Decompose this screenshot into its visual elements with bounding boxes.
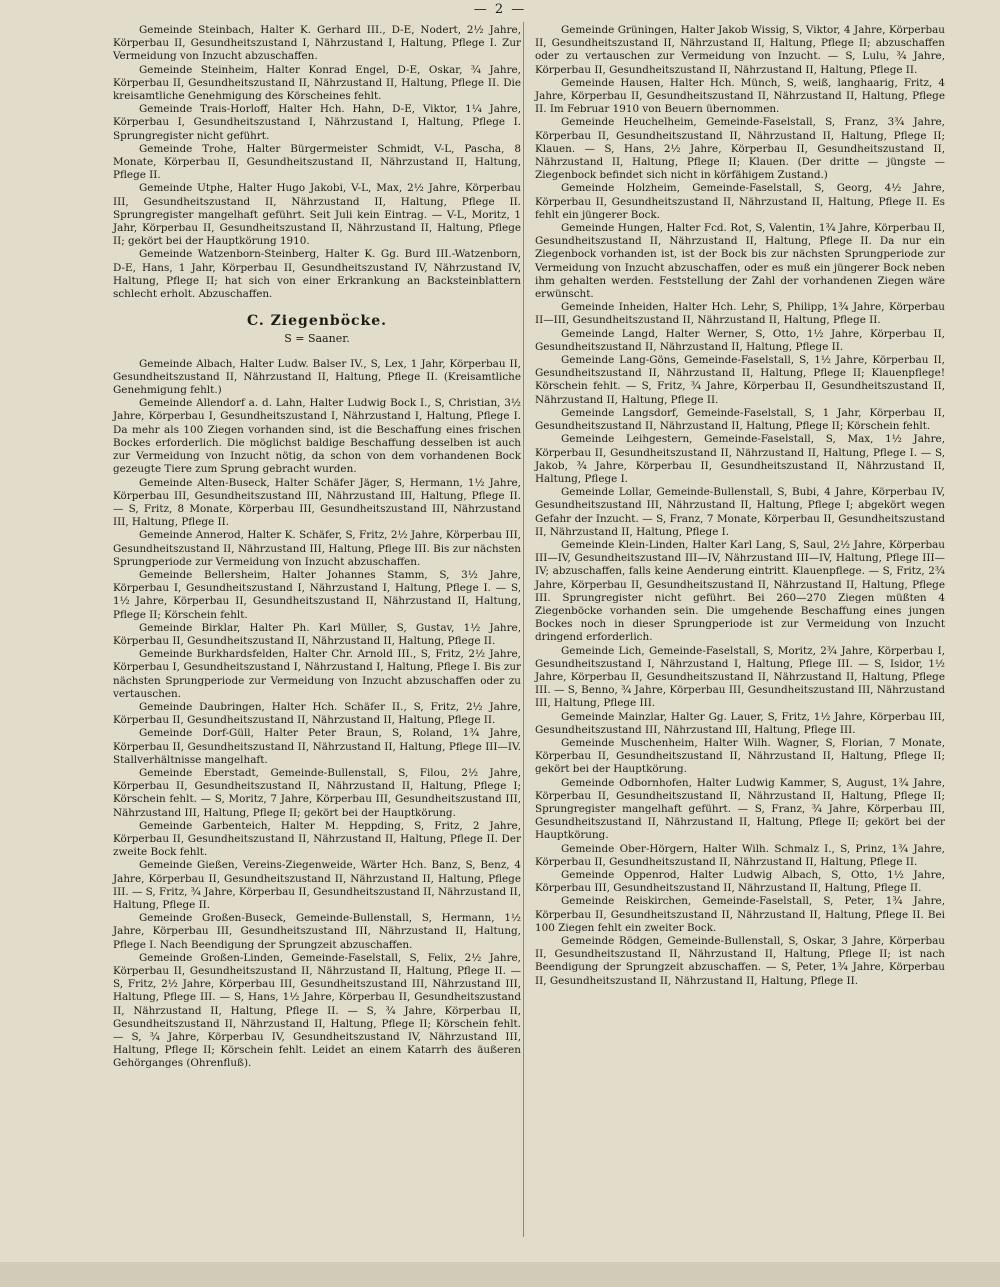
entry-paragraph: Gemeinde Oppenrod, Halter Ludwig Albach, S, Otto, 1½ Jahre, Körperbau III, Gesundheitszustand II, Nährzustand II, Haltung, Pflege II. bbox=[535, 869, 945, 895]
left-entries-block bbox=[113, 24, 521, 301]
entry-paragraph: Gemeinde Inheiden, Halter Hch. Lehr, S, Philipp, 1¾ Jahre, Körperbau II—III, Gesundheitszustand II, Nährzustand II, Haltung, Pflege II. bbox=[535, 301, 945, 327]
entry-paragraph: Gemeinde Dorf-Güll, Halter Peter Braun, S, Roland, 1¾ Jahre, Körperbau II, Gesundheitszustand II, Nährzustand II, Haltung, Pflege III—IV. Stallverhältnisse mangelhaft. bbox=[113, 727, 521, 766]
left-entries-after-block bbox=[113, 358, 521, 1071]
entry-paragraph: Gemeinde Utphe, Halter Hugo Jakobi, V-L, Max, 2½ Jahre, Körperbau III, Gesundheitszustand II, Nährzustand II, Haltung, Pflege II. Sprungregister mangelhaft geführt. Seit Juli kein Eintrag. — V-L, Moritz, 1 Jahr, Körperbau II, Gesundheitszustand II, Nährzustand II, Haltung, Pflege II; gekört bei der Hauptkörung 1910. bbox=[113, 182, 521, 248]
entry-paragraph: Gemeinde Hungen, Halter Fcd. Rot, S, Valentin, 1¾ Jahre, Körperbau II, Gesundheitszustand II, Nährzustand II, Haltung, Pflege II. Da nur ein Ziegenbock vorhanden ist, ist der Bock bis zur nächsten Sprungperiode zur Vermeidung von Inzucht abzuschaffen, oder es muß ein jüngerer Bock neben ihm gehalten werden. Feststellung der Zahl der vorhandenen Ziegen wäre erwünscht. bbox=[535, 222, 945, 301]
entry-paragraph: Gemeinde Steinheim, Halter Konrad Engel, D-E, Oskar, ¾ Jahre, Körperbau II, Gesundheitszustand II, Nährzustand II, Haltung, Pflege II. Die kreisamtliche Genehmigung des Körscheines fehlt. bbox=[113, 63, 521, 103]
right-column bbox=[535, 24, 945, 988]
entry-paragraph: Gemeinde Trohe, Halter Bürgermeister Schmidt, V-L, Pascha, 8 Monate, Körperbau II, Gesundheitszustand II, Nährzustand II, Haltung, Pflege II. bbox=[113, 142, 521, 182]
entry-paragraph: Gemeinde Rödgen, Gemeinde-Bullenstall, S, Oskar, 3 Jahre, Körperbau II, Gesundheitszustand II, Nährzustand II, Haltung, Pflege II; ist nach Beendigung der Sprungzeit abzuschaffen. — S, Peter, 1¾ Jahre, Körperbau II, Gesundheitszustand II, Nährzustand II, Haltung, Pflege II. bbox=[535, 935, 945, 987]
entry-paragraph: Gemeinde Annerod, Halter K. Schäfer, S, Fritz, 2½ Jahre, Körperbau III, Gesundheitszustand II, Nährzustand III, Haltung, Pflege III. Bis zur nächsten Sprungperiode zur Vermeidung von Inzucht abzuschaffen. bbox=[113, 529, 521, 568]
entry-paragraph: Gemeinde Lich, Gemeinde-Faselstall, S, Moritz, 2¾ Jahre, Körperbau I, Gesundheitszustand I, Nährzustand I, Haltung, Pflege III. — S, Isidor, 1½ Jahre, Körperbau II, Gesundheitszustand II, Nährzustand II, Haltung, Pflege III. — S, Benno, ¾ Jahre, Körperbau III, Gesundheitszustand III, Nährzustand III, Haltung, Pflege III. bbox=[535, 644, 945, 710]
entry-paragraph: Gemeinde Alten-Buseck, Halter Schäfer Jäger, S, Hermann, 1½ Jahre, Körperbau III, Gesundheitszustand III, Nährzustand III, Haltung, Pflege II. — S, Fritz, 8 Monate, Körperbau III, Gesundheitszustand III, Nährzustand III, Haltung, Pflege II. bbox=[113, 476, 521, 529]
entry-paragraph: Gemeinde Daubringen, Halter Hch. Schäfer II., S, Fritz, 2½ Jahre, Körperbau II, Gesundheitszustand II, Nährzustand II, Haltung, Pflege II. bbox=[113, 700, 521, 727]
entry-paragraph: Gemeinde Muschenheim, Halter Wilh. Wagner, S, Florian, 7 Monate, Körperbau II, Gesundheitszustand II, Nährzustand II, Haltung, Pflege II; gekört bei der Hauptkörung. bbox=[535, 736, 945, 776]
entry-paragraph: Gemeinde Heuchelheim, Gemeinde-Faselstall, S, Franz, 3¾ Jahre, Körperbau II, Gesundheitszustand II, Nährzustand II, Haltung, Pflege II; Klauen. — S, Hans, 2½ Jahre, Körperbau II, Gesundheitszustand II, Nährzustand II, Haltung, Pflege II; Klauen. (Der dritte — jüngste — Ziegenbock befindet sich nicht in körfähigem Zustand.) bbox=[535, 116, 945, 182]
entry-paragraph: Gemeinde Birklar, Halter Ph. Karl Müller, S, Gustav, 1½ Jahre, Körperbau II, Gesundheitszustand II, Nährzustand II, Haltung, Pflege II. bbox=[113, 621, 521, 647]
entry-paragraph: Gemeinde Ober-Hörgern, Halter Wilh. Schmalz I., S, Prinz, 1¾ Jahre, Körperbau II, Gesundheitszustand II, Nährzustand II, Haltung, Pflege II. bbox=[535, 842, 945, 868]
entry-paragraph: Gemeinde Trais-Horloff, Halter Hch. Hahn, D-E, Viktor, 1¼ Jahre, Körperbau I, Gesundheitszustand I, Nährzustand I, Haltung, Pflege I. Sprungregister nicht geführt. bbox=[113, 103, 521, 142]
left-column bbox=[113, 24, 521, 1071]
entry-paragraph: Gemeinde Holzheim, Gemeinde-Faselstall, S, Georg, 4½ Jahre, Körperbau II, Gesundheitszustand II, Nährzustand II, Haltung, Pflege II. Es fehlt ein jüngerer Bock. bbox=[535, 182, 945, 221]
page-bottom-margin bbox=[0, 1262, 1000, 1287]
entry-paragraph: Gemeinde Steinbach, Halter K. Gerhard III., D-E, Nodert, 2½ Jahre, Körperbau II, Gesundheitszustand I, Nährzustand I, Haltung, Pflege I. Zur Vermeidung von Inzucht abzuschaffen. bbox=[113, 24, 521, 63]
entry-paragraph: Gemeinde Mainzlar, Halter Gg. Lauer, S, Fritz, 1½ Jahre, Körperbau III, Gesundheitszustand III, Nährzustand III, Haltung, Pflege III. bbox=[535, 710, 945, 736]
entry-paragraph: Gemeinde Klein-Linden, Halter Karl Lang, S, Saul, 2½ Jahre, Körperbau III—IV, Gesundheitszustand III—IV, Nährzustand III—IV, Haltung, Pflege III—IV; abzuschaffen, falls keine Aenderung eintritt. Klauenpflege. — S, Fritz, 2¾ Jahre, Körperbau II, Gesundheitszustand II, Nährzustand II, Haltung, Pflege III. Sprungregister nicht geführt. Bei 260—270 Ziegen müßten 4 Ziegenböcke vorhanden sein. Die umgehende Beschaffung eines jungen Bockes noch in dieser Sprungperiode ist zur Vermeidung von Inzucht dringend erforderlich. bbox=[535, 538, 945, 644]
entry-paragraph: Gemeinde Allendorf a. d. Lahn, Halter Ludwig Bock I., S, Christian, 3½ Jahre, Körperbau I, Gesundheitszustand I, Nährzustand I, Haltung, Pflege I. Da mehr als 100 Ziegen vorhanden sind, ist die Beschaffung eines frischen Bockes erforderlich. Die möglichst baldige Beschaffung desselben ist auch zur Vermeidung von Inzucht nötig, da schon von dem vorhandenen Bock gezeugte Tiere zum Sprung gebracht wurden. bbox=[113, 397, 521, 476]
entry-paragraph: Gemeinde Langsdorf, Gemeinde-Faselstall, S, 1 Jahr, Körperbau II, Gesundheitszustand II, Nährzustand II, Haltung, Pflege II; Körschein fehlt. bbox=[535, 406, 945, 433]
entry-paragraph: Gemeinde Lollar, Gemeinde-Bullenstall, S, Bubi, 4 Jahre, Körperbau IV, Gesundheitszustand III, Nährzustand II, Haltung, Pflege I; abgekört wegen Gefahr der Inzucht. — S, Franz, 7 Monate, Körperbau II, Gesundheitszustand II, Nährzustand II, Haltung, Pflege I. bbox=[535, 486, 945, 538]
entry-paragraph: Gemeinde Garbenteich, Halter M. Heppding, S, Fritz, 2 Jahre, Körperbau II, Gesundheitszustand II, Nährzustand II, Haltung, Pflege II. Der zweite Bock fehlt. bbox=[113, 819, 521, 859]
section-heading: C. Ziegenböcke. bbox=[246, 313, 388, 330]
entry-paragraph: Gemeinde Großen-Buseck, Gemeinde-Bullenstall, S, Hermann, 1½ Jahre, Körperbau III, Gesundheitszustand III, Nährzustand II, Haltung, Pflege I. Nach Beendigung der Sprungzeit abzuschaffen. bbox=[113, 912, 521, 951]
entry-paragraph: Gemeinde Langd, Halter Werner, S, Otto, 1½ Jahre, Körperbau II, Gesundheitszustand II, Nährzustand II, Haltung, Pflege II. bbox=[535, 327, 945, 353]
entry-paragraph: Gemeinde Lang-Göns, Gemeinde-Faselstall, S, 1½ Jahre, Körperbau II, Gesundheitszustand II, Nährzustand II, Haltung, Pflege II; Klauenpflege! Körschein fehlt. — S, Fritz, ¾ Jahre, Körperbau II, Gesundheitszustand II, Nährzustand II, Haltung, Pflege II. bbox=[535, 354, 945, 406]
entry-paragraph: Gemeinde Bellersheim, Halter Johannes Stamm, S, 3½ Jahre, Körperbau I, Gesundheitszustand I, Nährzustand I, Haltung, Pflege I. — S, 1½ Jahre, Körperbau II, Gesundheitszustand II, Nährzustand II, Haltung, Pflege II; Körschein fehlt. bbox=[113, 568, 521, 621]
page-number: — 2 — bbox=[473, 2, 527, 17]
entry-paragraph: Gemeinde Großen-Linden, Gemeinde-Faselstall, S, Felix, 2½ Jahre, Körperbau II, Gesundheitszustand II, Nährzustand II, Haltung, Pflege II. — S, Fritz, 2½ Jahre, Körperbau III, Gesundheitszustand III, Nährzustand III, Haltung, Pflege III. — S, Hans, 1½ Jahre, Körperbau II, Gesundheitszustand II, Nährzustand II, Haltung, Pflege II. — S, ¾ Jahre, Körperbau II, Gesundheitszustand II, Nährzustand II, Haltung, Pflege II; Körschein fehlt. — S, ¾ Jahre, Körperbau IV, Gesundheitszustand IV, Nährzustand III, Haltung, Pflege II; Körschein fehlt. Leidet an einem Katarrh des äußeren Gehörganges (Ohrenfluß). bbox=[113, 951, 521, 1070]
column-divider bbox=[523, 22, 524, 1237]
entry-paragraph: Gemeinde Reiskirchen, Gemeinde-Faselstall, S, Peter, 1¾ Jahre, Körperbau II, Gesundheitszustand II, Nährzustand II, Haltung, Pflege II. Bei 100 Ziegen fehlt ein zweiter Bock. bbox=[535, 895, 945, 934]
entry-paragraph: Gemeinde Watzenborn-Steinberg, Halter K. Gg. Burd III.-Watzenborn, D-E, Hans, 1 Jahr, Körperbau II, Gesundheitszustand IV, Nährzustand IV, Haltung, Pflege II; hat sich von einer Erkrankung an Backsteinblattern schlecht erholt. Abzuschaffen. bbox=[113, 248, 521, 301]
entry-paragraph: Gemeinde Gießen, Vereins-Ziegenweide, Wärter Hch. Banz, S, Benz, 4 Jahre, Körperbau II, Gesundheitszustand II, Nährzustand II, Haltung, Pflege III. — S, Fritz, ¾ Jahre, Körperbau II, Gesundheitszustand II, Nährzustand II, Haltung, Pflege II. bbox=[113, 859, 521, 911]
entry-paragraph: Gemeinde Leihgestern, Gemeinde-Faselstall, S, Max, 1½ Jahre, Körperbau II, Gesundheitszustand II, Nährzustand II, Haltung, Pflege I. — S, Jakob, ¾ Jahre, Körperbau II, Gesundheitszustand II, Nährzustand II, Haltung, Pflege I. bbox=[535, 433, 945, 485]
section-subheading: S = Saaner. bbox=[284, 332, 350, 346]
entry-paragraph: Gemeinde Albach, Halter Ludw. Balser IV., S, Lex, 1 Jahr, Körperbau II, Gesundheitszustand II, Nährzustand II, Haltung, Pflege II. (Kreisamtliche Genehmigung fehlt.) bbox=[113, 357, 521, 397]
entry-paragraph: Gemeinde Hausen, Halter Hch. Münch, S, weiß, langhaarig, Fritz, 4 Jahre, Körperbau II, Gesundheitszustand II, Nährzustand II, Haltung, Pflege II. Im Februar 1910 von Beuern übernommen. bbox=[535, 76, 945, 116]
entry-paragraph: Gemeinde Odbornhofen, Halter Ludwig Kammer, S, August, 1¾ Jahre, Körperbau II, Gesundheitszustand II, Nährzustand II, Haltung, Pflege II; Sprungregister mangelhaft geführt. — S, Franz, ¾ Jahre, Körperbau III, Gesundheitszustand II, Nährzustand II, Haltung, Pflege II; gekört bei der Hauptkörung. bbox=[535, 776, 945, 842]
entry-paragraph: Gemeinde Burkhardsfelden, Halter Chr. Arnold III., S, Fritz, 2½ Jahre, Körperbau I, Gesundheitszustand I, Nährzustand I, Haltung, Pflege I. Bis zur nächsten Sprungperiode zur Vermeidung von Inzucht abzuschaffen oder zu vertauschen. bbox=[113, 648, 521, 700]
entry-paragraph: Gemeinde Eberstadt, Gemeinde-Bullenstall, S, Filou, 2½ Jahre, Körperbau II, Gesundheitszustand II, Nährzustand II, Haltung, Pflege I; Körschein fehlt. — S, Moritz, 7 Jahre, Körperbau III, Gesundheitszustand III, Nährzustand III, Haltung, Pflege II; gekört bei der Hauptkörung. bbox=[113, 766, 521, 819]
entry-paragraph: Gemeinde Grüningen, Halter Jakob Wissig, S, Viktor, 4 Jahre, Körperbau II, Gesundheitszustand II, Nährzustand II, Haltung, Pflege II; abzuschaffen oder zu vertauschen zur Vermeidung von Inzucht. — S, Lulu, ¾ Jahre, Körperbau II, Gesundheitszustand II, Nährzustand II, Haltung, Pflege II. bbox=[535, 24, 945, 76]
right-entries-block bbox=[535, 24, 945, 988]
